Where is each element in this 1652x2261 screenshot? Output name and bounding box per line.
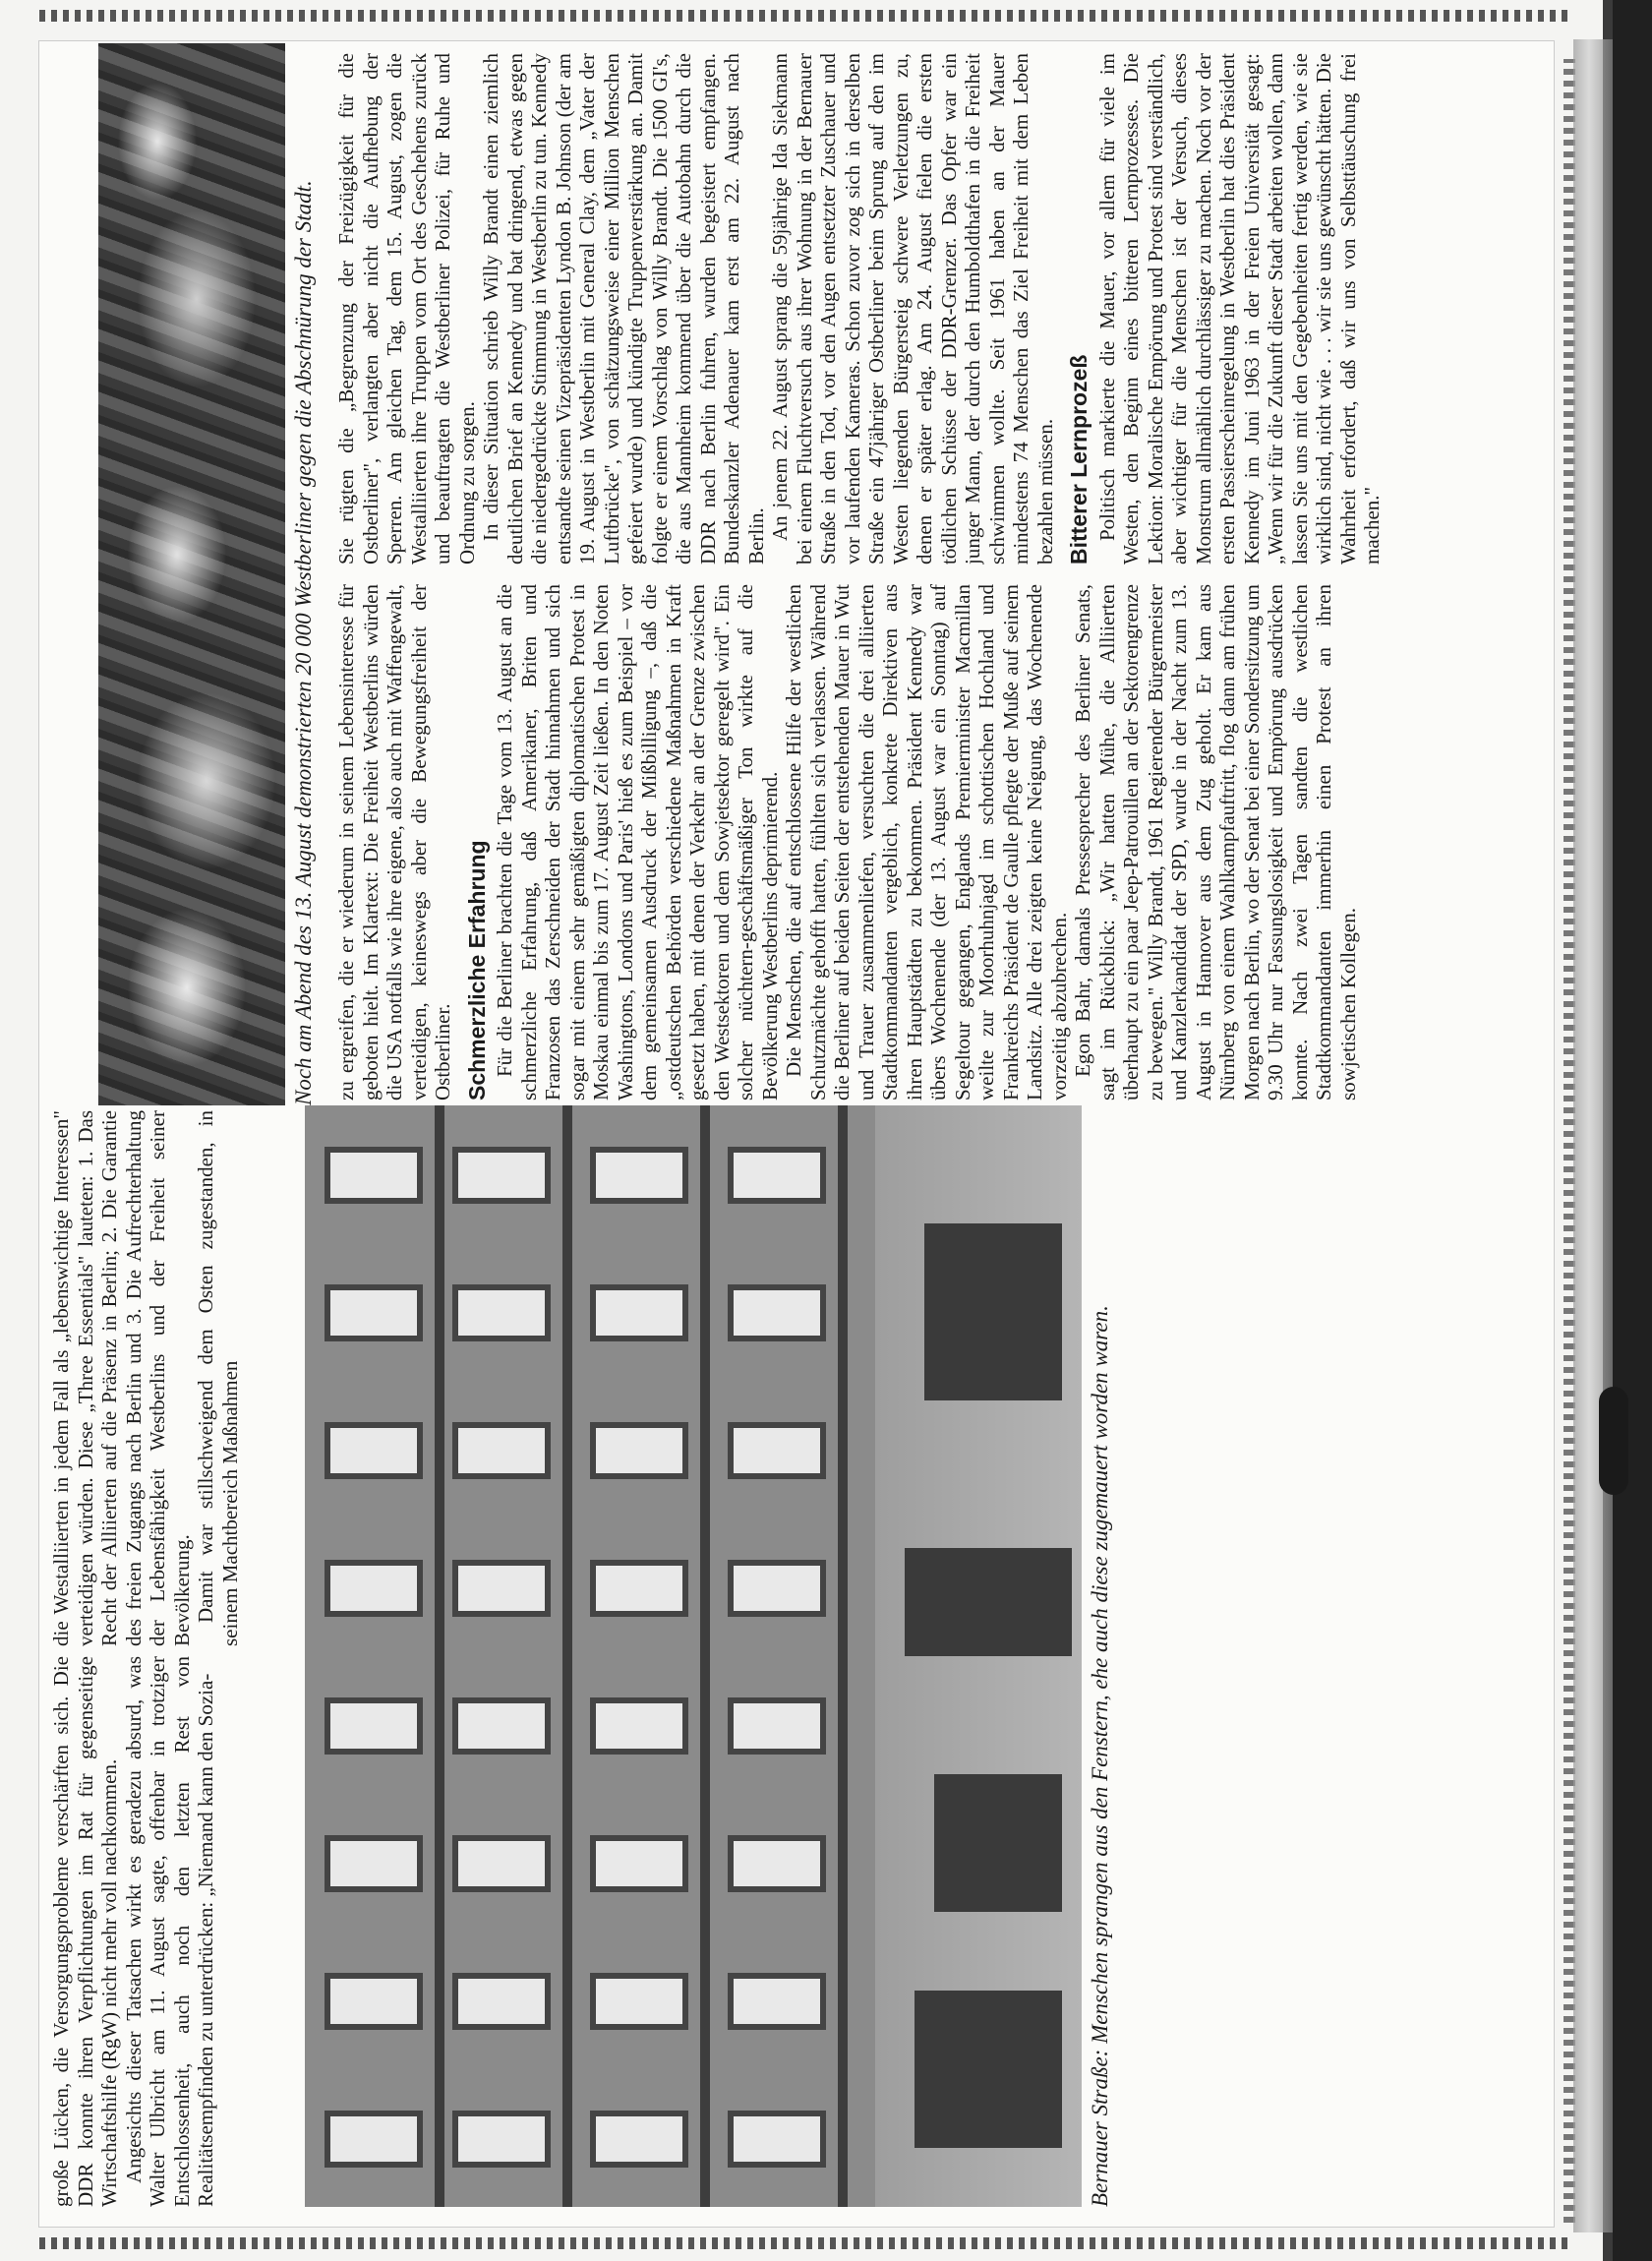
- subheading-schmerzliche-erfahrung: Schmerzliche Erfahrung: [463, 840, 490, 1101]
- building-cornice: [700, 1105, 710, 2207]
- bricked-window: [728, 1697, 826, 1755]
- paragraph: die Westalliierten in jedem Fall als „lebenswichtige Interessen" verteidigen würden. Diese „Three Essentials" lauteten: 1. Das Recht der Alliierten auf die Präsenz in Berlin; 2. Die Garantie des freien Zugangs nach Berlin und 3. Die Aufrechterhaltung der Lebensfähigkeit Westberlins und der Freiheit seiner Bevölkerung.: [49, 1110, 194, 1646]
- bricked-window: [324, 1560, 423, 1617]
- bricked-window: [452, 2111, 551, 2168]
- bricked-window: [728, 2111, 826, 2168]
- bricked-window: [324, 2111, 423, 2168]
- bricked-window: [728, 1147, 826, 1204]
- binder-strip: [1613, 0, 1652, 2261]
- bricked-window: [452, 1835, 551, 1892]
- bernauer-strasse-photo: [305, 1105, 1082, 2207]
- punch-hole: [1599, 1387, 1628, 1495]
- building-cornice: [838, 1105, 848, 2207]
- walled-doorway: [934, 1774, 1062, 1912]
- paragraph: zu ergreifen, die er wiederum in seinem Lebensinteresse für geboten hielt. Im Klartext: Die Freiheit Westberlins würden die USA notfalls wie ihre eigene, also auch mit Waffengewalt, verteidigen, keineswegs aber die Bewegungsfreiheit der Ostberliner.: [334, 584, 454, 1101]
- bricked-window: [324, 1835, 423, 1892]
- bricked-window: [590, 2111, 688, 2168]
- bricked-window: [452, 1422, 551, 1479]
- paragraph: In dieser Situation schrieb Willy Brandt einen ziemlich deutlichen Brief an Kennedy und bat dringend, etwas gegen die niedergedrückte Stimmung in Westberlin zu tun. Kennedy entsandte seinen Vizepräsidenten Lyndon B. Johnson (der am 19. August in Westberlin mit General Clay, dem „Vater der Luftbrücke", von schätzungsweise einer Million Menschen gefeiert wurde) und kündigte Truppenverstärkung an. Damit folgte er einem Vorschlag von Willy Brandt. Die 1500 GI's, die aus Mannheim kommend über die Autobahn durch die DDR nach Berlin fuhren, wurden begeistert empfangen. Bundeskanzler Adenauer kam erst am 22. August nach Berlin.: [479, 53, 768, 565]
- bricked-window: [452, 1973, 551, 2030]
- article-column-1: [49, 1656, 290, 2207]
- bricked-window: [728, 1835, 826, 1892]
- paragraph: große Lücken, die Versorgungsprobleme verschärften sich. Die DDR konnte ihren Verpflichtungen im Rat für gegenseitige Wirtschaftshilfe (RgW) nicht mehr voll nachkommen.: [49, 1656, 121, 2207]
- bricked-window: [324, 1697, 423, 1755]
- article-column-4: [334, 53, 1544, 565]
- rotated-article: [39, 41, 1554, 2227]
- walled-doorway: [914, 1991, 1062, 2148]
- walled-doorway: [924, 1223, 1062, 1400]
- bricked-window: [728, 1422, 826, 1479]
- bricked-window: [324, 1973, 423, 2030]
- paragraph: Sie rügten die „Begrenzung der Freizügigkeit für die Ostberliner", verlangten aber nicht die Aufhebung der Sperren. Am gleichen Tag, dem 15. August, zogen die Westalliierten ihre Truppen vom Ort des Geschehens zurück und beauftragten die Westberliner Polizei, für Ruhe und Ordnung zu sorgen.: [334, 53, 479, 565]
- bricked-window: [324, 1422, 423, 1479]
- bricked-window: [590, 1147, 688, 1204]
- perforation-top: [39, 10, 1573, 22]
- newspaper-clipping: [39, 41, 1554, 2227]
- bricked-window: [728, 1284, 826, 1341]
- bricked-window: [728, 1973, 826, 2030]
- bricked-window: [452, 1697, 551, 1755]
- bricked-window: [590, 1973, 688, 2030]
- bricked-window: [324, 1147, 423, 1204]
- article-column-3: [334, 584, 1544, 1101]
- paragraph: Die Menschen, die auf entschlossene Hilfe der westlichen Schutzmächte gehofft hatten, fühlten sich verlassen. Während die Berliner auf beiden Seiten der entstehenden Mauer in Wut und Trauer zusammenliefen, versuchten die drei alliierten Stadtkommandanten vergeblich, konkrete Direktiven aus ihren Hauptstädten zu bekommen. Präsident Kennedy war übers Wochenende (der 13. August war ein Sonntag) auf Segeltour gegangen, Englands Premierminister Macmillan weilte zur Moorhuhnjagd im schottischen Hochland und Frankreichs Präsident de Gaulle pflegte der Muße auf seinem Landsitz. Alle drei zeigten keine Neigung, das Wochenende vorzeitig abzubrechen.: [782, 584, 1071, 1101]
- bricked-window: [324, 1284, 423, 1341]
- bricked-window: [728, 1560, 826, 1617]
- paragraph: An jenem 22. August sprang die 59jährige Ida Siekmann bei einem Fluchtversuch aus ihrer Wohnung in der Bernauer Straße in den Tod, vor den Augen entsetzter Zuschauer und vor laufenden Kameras. Schon zuvor zog sich in derselben Straße ein 47jähriger Ostberliner beim Sprung auf den im Westen liegenden Bürgersteig schwere Verletzungen zu, denen er später erlag. Am 24. August fielen die ersten tödlichen Schüsse der DDR-Grenzer. Das Opfer war ein junger Mann, der durch den Humboldthafen in die Freiheit schwimmen wollte. Seit 1961 haben an der Mauer mindestens 74 Menschen das Ziel Freiheit mit dem Leben bezahlen müssen.: [768, 53, 1057, 565]
- article-column-2: [49, 1110, 290, 1646]
- bricked-window: [590, 1284, 688, 1341]
- paragraph: Egon Bahr, damals Pressesprecher des Berliner Senats, sagt im Rückblick: „Wir hatten Mühe, die Alliierten überhaupt zu ein paar Jeep-Patrouillen an der Sektorengrenze zu bewegen." Willy Brandt, 1961 Regierender Bürgermeister und Kanzlerkandidat der SPD, wurde in der Nacht zum 13. August in Hannover aus dem Zug geholt. Er kam aus Nürnberg von einem Wahlkampfauftritt, flog dann am frühen Morgen nach Berlin, wo der Senat bei einer Sondersitzung um 9.30 Uhr nur Fassungslosigkeit und Empörung ausdrücken konnte. Nach zwei Tagen sandten die westlichen Stadtkommandanten immerhin einen Protest an ihren sowjetischen Kollegen.: [1071, 584, 1360, 1101]
- demonstration-photo: [98, 43, 285, 1105]
- paragraph: Politisch markierte die Mauer, vor allem für viele im Westen, den Beginn eines bitteren Lernprozesses. Die Lektion: Moralische Empörung und Protest sind verständlich, aber wichtiger für die Menschen ist der Versuch, dieses Monstrum allmählich durchlässiger zu machen. Noch vor der ersten Passierscheinregelung in Westberlin hat dies Präsident Kennedy im Juni 1963 in der Freien Universität gesagt: „Wenn wir für die Zukunft dieser Stadt arbeiten wollen, dann lassen Sie uns mit den Gegebenheiten fertig werden, wie sie wirklich sind, nicht wie . . . wir sie uns gewünscht hätten. Die Wahrheit erfordert, daß wir uns von Selbsttäuschung frei machen.": [1094, 53, 1384, 565]
- subheading-bitterer-lernprozess: Bitterer Lernprozeß: [1066, 354, 1092, 565]
- bricked-window: [590, 1835, 688, 1892]
- building-cornice: [435, 1105, 444, 2207]
- perforation-bottom: [39, 2237, 1573, 2249]
- bricked-window: [452, 1147, 551, 1204]
- bricked-window: [590, 1697, 688, 1755]
- paragraph: Für die Berliner brachten die Tage vom 13. August an die schmerzliche Erfahrung, daß Amerikaner, Briten und Franzosen das Zerschneiden der Stadt hinnahmen und sich sogar mit einem sehr gemäßigten diplomatischen Protest in Moskau einmal bis zum 17. August Zeit ließen. In den Noten Washingtons, Londons und Paris' hieß es zum Beispiel – vor dem gemeinsamen Ausdruck der Mißbilligung –, daß die „ostdeutschen Behörden verschiedene Maßnahmen in Kraft gesetzt haben, mit denen der Verkehr an der Grenze zwischen den Westsektoren und dem Sowjetsektor geregelt wird". Ein solcher nüchtern-geschäftsmäßiger Ton wirkte auf die Bevölkerung Westberlins deprimierend.: [493, 584, 782, 1101]
- bricked-window: [590, 1422, 688, 1479]
- plastic-sleeve-edge: [1573, 39, 1613, 2232]
- building-cornice: [562, 1105, 572, 2207]
- walled-doorway: [905, 1548, 1072, 1656]
- bricked-window: [452, 1560, 551, 1617]
- bricked-window: [590, 1560, 688, 1617]
- caption-demonstration: Noch am Abend des 13. August demonstrierten 20 000 Westberliner gegen die Abschnürung der Stadt.: [291, 180, 316, 1105]
- caption-bernauer-strasse: Bernauer Straße: Menschen sprangen aus den Fenstern, ehe auch diese zugemauert worden waren.: [1088, 1305, 1112, 2207]
- paragraph: Angesichts dieser Tatsachen wirkt es geradezu absurd, was Walter Ulbricht am 11. August sagte, offenbar in trotziger Entschlossenheit, auch noch den letzten Rest von Realitätsempfinden zu unterdrücken: „Niemand kann den Sozia-: [121, 1656, 217, 2207]
- paragraph: Damit war stillschweigend dem Osten zugestanden, in seinem Machtbereich Maßnahmen: [194, 1110, 242, 1646]
- bricked-window: [452, 1284, 551, 1341]
